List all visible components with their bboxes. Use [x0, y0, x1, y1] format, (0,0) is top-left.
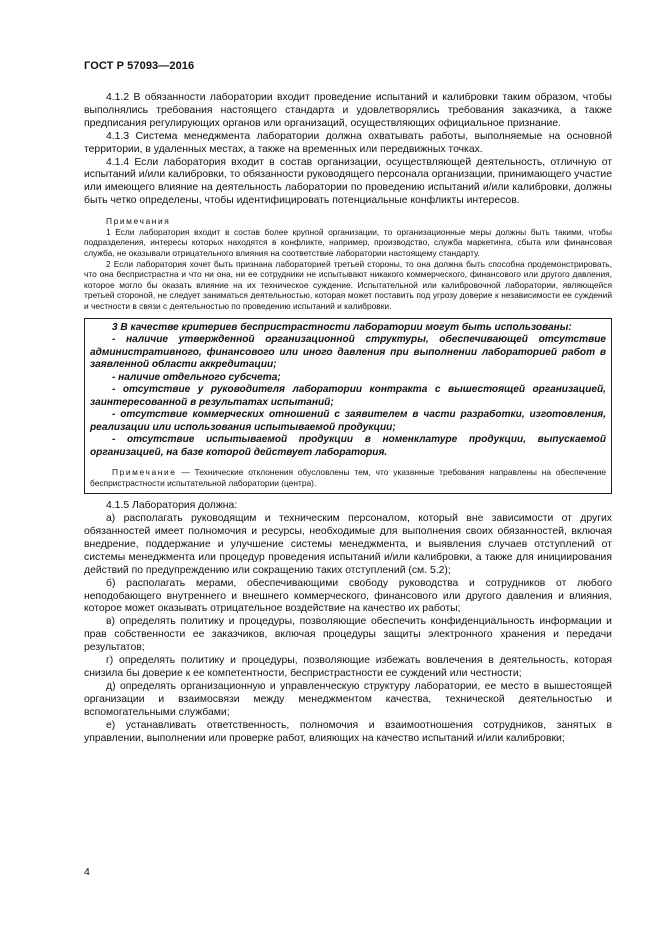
box-note-label: Примечание [112, 467, 177, 477]
list-item: е) устанавливать ответственность, полномочия и взаимоотношения сотрудников, занятых в управлении, выполнении или проверке работ, влияющих на качество испытаний и/или калибровки; [84, 719, 612, 744]
criteria-item: - отсутствие у руководителя лаборатории контракта с вышестоящей организацией, заинтересованной в результатах испытаний; [90, 384, 606, 408]
list-item: б) располагать мерами, обеспечивающими свободу руководства и сотрудников от любого неподобающего внутреннего и внешнего коммерческого, финансового или другого давления и влияния, которое может оказывать отрицательное воздействие на качество их работы; [84, 577, 612, 615]
criteria-item: - отсутствие испытываемой продукции в номенклатуре продукции, выпускаемой организацией, на базе которой действует лаборатория. [90, 434, 606, 458]
standard-header: ГОСТ Р 57093—2016 [84, 60, 195, 72]
box-note [90, 467, 606, 488]
criteria-item: - наличие отдельного субсчета; [112, 371, 281, 383]
box-note-dash: — [181, 467, 190, 477]
impartiality-criteria-box [84, 318, 612, 495]
criteria-item: - наличие утвержденной организационной структуры, обеспечивающей отсутствие административного, финансового или иного давления при выполнении лабораторией работ в заявленной области аккредитации; [90, 334, 606, 370]
section-4-1-5 [84, 500, 612, 745]
page-number: 4 [84, 866, 90, 878]
criteria-item: - отсутствие коммерческих отношений с заявителем в части разработки, изготовления, реализации или использования испытываемой продукции; [90, 409, 606, 433]
list-item: г) определять политику и процедуры, позволяющие избежать вовлечения в деятельность, которая снизила бы доверие к ее компетентности, беспристрастности ее суждений или честности; [84, 655, 612, 679]
document-body [84, 92, 612, 745]
note-1: 1 Если лаборатория входит в состав более крупной организации, то организационные меры должны быть такими, чтобы подразделения, интересы которых находятся в конфликте, например, производство, служба маркетинга, сбыта или финансовая служба, не оказывали отрицательного влияния на соответствие лаборатории настоящему стандарту. [84, 226, 612, 258]
list-item: а) располагать руководящим и техническим персоналом, который вне зависимости от других обязанностей имеет полномочия и ресурсы, необходимые для выполнения своих обязанностей, включая внедрение, поддержание и улучшение системы менеджмента, и выявления случаев отступлений от системы менеджмента или процедур проведения испытаний и/или калибровки, а также для инициирования действий по предупреждению или сокращению таких отступлений (см. 5.2); [84, 513, 612, 576]
list-item: в) определять политику и процедуры, позволяющие обеспечить конфиденциальность информации и прав собственности ее заказчиков, включая процедуры защиты электронного хранения и передачи результатов; [84, 616, 612, 654]
box-note-text: Технические отклонения обусловлены тем, что указанные требования направлены на обеспечение беспристрастности испытательной лаборатории (центра). [90, 467, 606, 488]
paragraph-4-1-4: 4.1.4 Если лаборатория входит в состав организации, осуществляющей деятельность, отличную от испытаний и/или калибровки, то обязанности руководящего персонала организации, принимающего участие или имеющего влияние на деятельность лаборатории по проведению испытаний и/или калибровки, должны быть четко определены, чтобы идентифицировать потенциальные конфликты интересов. [84, 156, 612, 207]
notes-heading: Примечания [106, 216, 171, 227]
list-item: д) определять организационную и управленческую структуру лаборатории, ее место в вышестоящей организации и взаимосвязи между менеджментом качества, технической деятельностью и вспомогательными службами; [84, 680, 612, 718]
section-4-1-5-intro: 4.1.5 Лаборатория должна: [106, 500, 238, 512]
criteria-intro: 3 В качестве критериев беспристрастности лаборатории могут быть использованы: [112, 321, 572, 333]
paragraph-4-1-3: 4.1.3 Система менеджмента лаборатории должна охватывать работы, выполняемые на основной территории, в удаленных местах, а также на временных или передвижных точках. [84, 130, 612, 155]
note-2: 2 Если лаборатория хочет быть признана лабораторией третьей стороны, то она должна быть способна продемонстрировать, что она беспристрастна и что ни она, ни ее сотрудники не испытывают никакого коммерческого, финансового или другого давления, которое могло бы оказать влияние на их техническое суждение. Испытательной или калибровочной лаборатории, являющейся третьей стороной, не следует заниматься деятельностью, которая может поставить под угрозу доверие к независимости ее суждений и честности в связи с деятельностью по проведению испытаний и калибровки. [84, 258, 612, 311]
paragraph-4-1-2: 4.1.2 В обязанности лаборатории входит проведение испытаний и калибровки таким образом, чтобы выполнялись требования настоящего стандарта и удовлетворялись требования заказчика, а также предписания регулирующих органов или организаций, осуществляющих официальное признание. [84, 92, 612, 129]
notes-block [84, 216, 612, 311]
